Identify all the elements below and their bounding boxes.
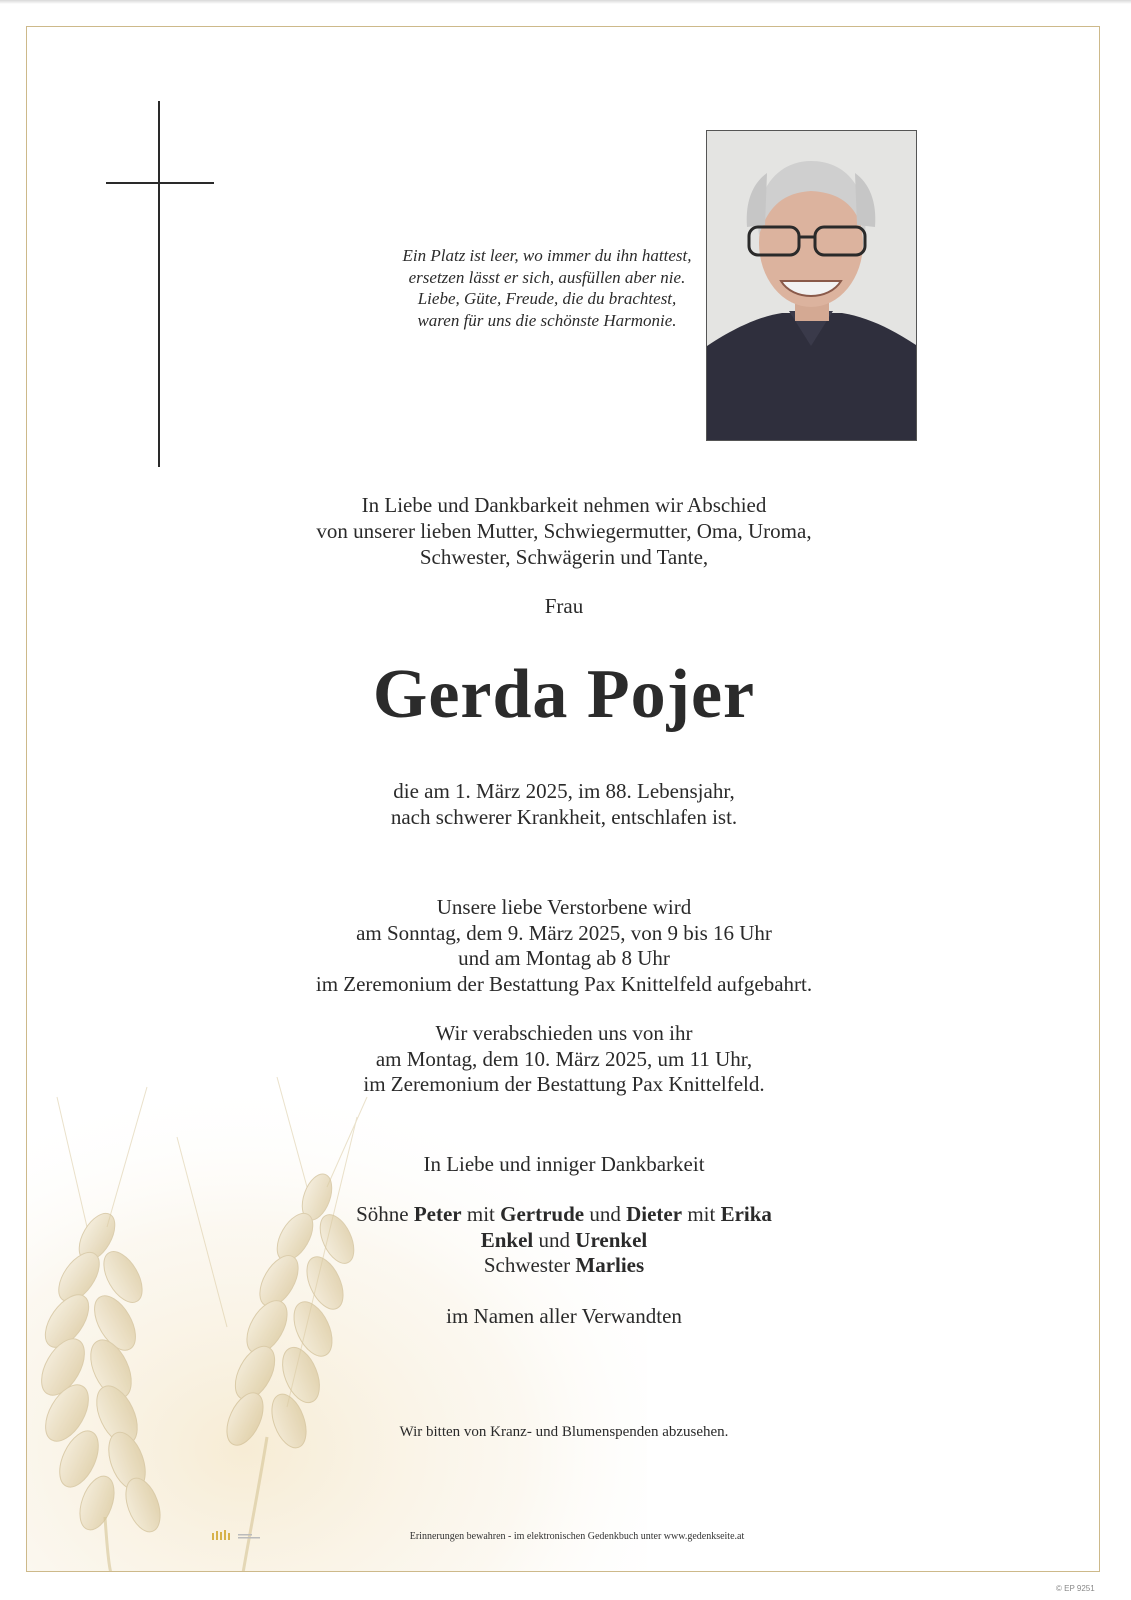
family-name: Marlies bbox=[575, 1253, 645, 1277]
portrait-image bbox=[707, 131, 916, 440]
family-name: Erika bbox=[720, 1202, 772, 1226]
death-line: nach schwerer Krankheit, entschlafen ist. bbox=[390, 805, 738, 829]
death-notice bbox=[27, 778, 1100, 830]
flower-request: Wir bitten von Kranz- und Blumenspenden abzusehen. bbox=[399, 1424, 729, 1440]
family-name: Urenkel bbox=[575, 1227, 648, 1252]
deceased-name: Gerda Pojer bbox=[372, 656, 756, 733]
family-text: mit bbox=[461, 1202, 501, 1226]
family-name: Peter bbox=[413, 1202, 462, 1226]
portrait-photo bbox=[706, 130, 917, 441]
farewell-line: im Zeremonium der Bestattung Pax Knittelfeld. bbox=[363, 1072, 765, 1096]
farewell-details bbox=[27, 1021, 1100, 1098]
viewing-line: Unsere liebe Verstorbene wird bbox=[436, 895, 692, 919]
intro-line: von unserer lieben Mutter, Schwiegermutter, Oma, Uroma, bbox=[316, 519, 812, 543]
family-line-sister bbox=[27, 1253, 1100, 1279]
family-name: Enkel bbox=[480, 1227, 534, 1252]
poem-line: waren für uns die schönste Harmonie. bbox=[417, 310, 677, 330]
poem-line: Ein Platz ist leer, wo immer du ihn hattest, bbox=[402, 246, 692, 265]
scan-edge bbox=[0, 0, 1131, 4]
death-line: die am 1. März 2025, im 88. Lebensjahr, bbox=[393, 779, 735, 803]
poem-line: Liebe, Güte, Freude, die du brachtest, bbox=[417, 289, 677, 308]
poem-line: ersetzen lässt er sich, ausfüllen aber nie. bbox=[408, 267, 686, 287]
cross-horizontal-bar bbox=[106, 182, 214, 184]
cross-vertical-bar bbox=[158, 101, 160, 467]
viewing-line: und am Montag ab 8 Uhr bbox=[458, 946, 670, 970]
family-line-grandchildren bbox=[27, 1228, 1100, 1254]
viewing-line: am Sonntag, dem 9. März 2025, von 9 bis 16 Uhr bbox=[356, 920, 772, 945]
salutation: Frau bbox=[544, 594, 584, 618]
family-text: Söhne bbox=[356, 1202, 414, 1226]
family-text: und bbox=[584, 1202, 627, 1226]
farewell-line: Wir verabschieden uns von ihr bbox=[435, 1021, 693, 1045]
family-line-sons bbox=[27, 1202, 1100, 1228]
viewing-line: im Zeremonium der Bestattung Pax Knittelfeld aufgebahrt. bbox=[315, 971, 813, 996]
family-text: und bbox=[533, 1227, 576, 1252]
footer-note: Erinnerungen bewahren - im elektronischen Gedenkbuch unter www.gedenkseite.at bbox=[409, 1531, 745, 1542]
relatives-line: im Namen aller Verwandten bbox=[446, 1304, 682, 1328]
intro-line: Schwester, Schwägerin und Tante, bbox=[419, 545, 709, 569]
obituary-card bbox=[26, 26, 1100, 1572]
family-name: Gertrude bbox=[500, 1202, 585, 1226]
closing-line: In Liebe und inniger Dankbarkeit bbox=[423, 1152, 705, 1176]
farewell-line: am Montag, dem 10. März 2025, um 11 Uhr, bbox=[375, 1046, 753, 1071]
family-text: Schwester bbox=[483, 1253, 576, 1277]
family-mourners bbox=[27, 1202, 1100, 1279]
viewing-details bbox=[27, 895, 1100, 997]
print-code: © EP 9251 bbox=[1056, 1584, 1095, 1593]
family-name: Dieter bbox=[626, 1202, 683, 1226]
bestattung-logo-icon bbox=[212, 1530, 282, 1542]
family-text: mit bbox=[682, 1202, 721, 1226]
intro-text bbox=[27, 492, 1100, 570]
intro-line: In Liebe und Dankbarkeit nehmen wir Abschied bbox=[361, 493, 767, 517]
